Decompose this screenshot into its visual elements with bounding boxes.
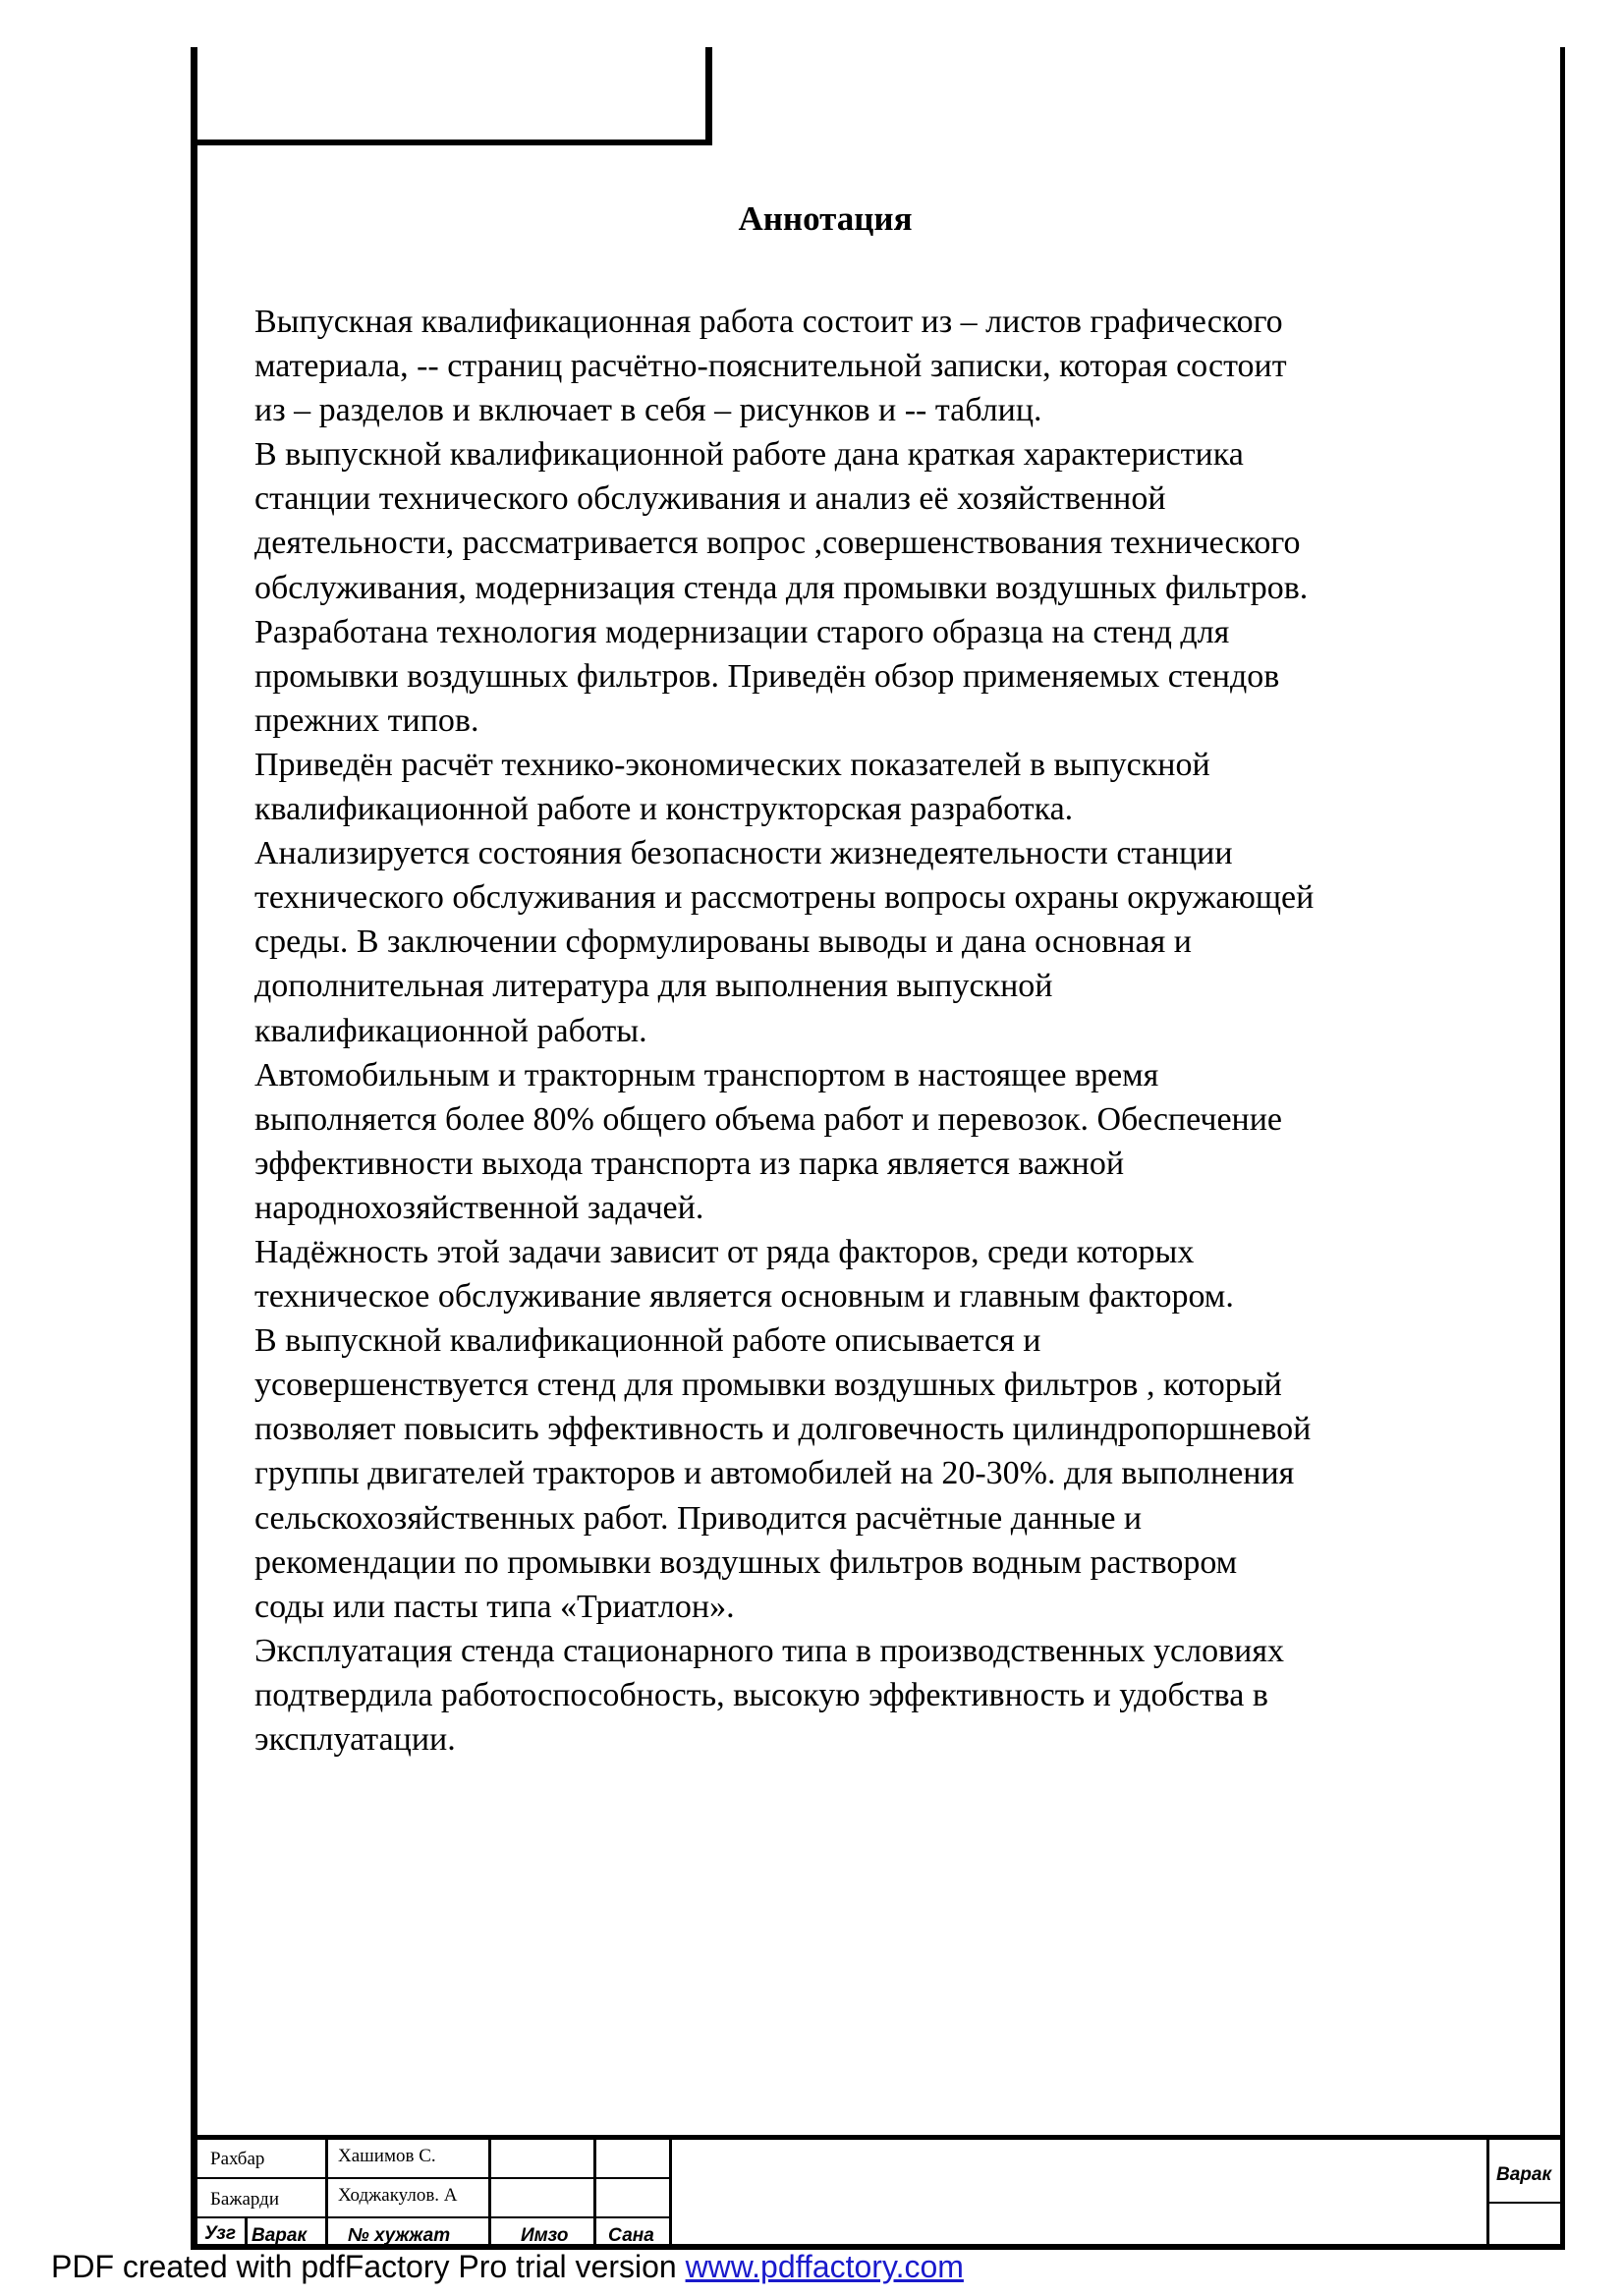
stamp-header-date: Сана [608,2225,654,2246]
stamp-role-author: Бажарди [210,2189,279,2210]
paragraph-4: Анализируется состояния безопасности жизнедеятельности станции технического обслуживания и рассмотрены вопросы охраны окружающей среды. В заключении сформулированы выводы и дана основная и дополнительная литература для выполнения выпускной квалификационной работы. [254,835,1315,1049]
stamp-sheet-label: Варак [1496,2164,1552,2185]
stamp-divider [593,2140,596,2250]
pdf-note-text: PDF created with pdfFactory Pro trial version [51,2249,686,2284]
paragraph-1: Выпускная квалификационная работа состоит из – листов графического материала, -- страниц расчётно-пояснительной записки, которая состоит из – разделов и включает в себя – рисунков и -- таблиц. [254,304,1287,429]
paragraph-3: Приведён расчёт технико-экономических показателей в выпускной квалификационной работе и конструкторская разработка. [254,746,1210,828]
stamp-row-line [191,2177,669,2179]
stamp-divider [191,2140,194,2250]
stamp-name-supervisor: Хашимов С. [338,2146,436,2166]
stamp-divider [325,2140,328,2250]
stamp-divider [488,2140,491,2250]
pdf-watermark-note [51,2249,964,2285]
stamp-header-sheet: Варак [252,2225,308,2246]
stamp-divider [1486,2140,1489,2250]
stamp-role-supervisor: Рахбар [210,2149,265,2169]
stamp-header-change: Узг [204,2223,236,2244]
stamp-row-line [1486,2202,1565,2204]
stamp-name-author: Ходжакулов. А [338,2185,458,2206]
frame-right-border [1560,47,1565,2250]
annotation-body [254,300,1522,1762]
corner-box-vertical [705,47,712,145]
paragraph-8: Эксплуатация стенда стационарного типа в производственных условиях подтвердила работоспособность, высокую эффективность и удобства в эксплуатации. [254,1632,1285,1758]
stamp-row-line [191,2216,669,2218]
title-block-stamp [191,2135,1565,2250]
stamp-header-doc-number: № хужжат [348,2225,451,2246]
stamp-divider [245,2218,248,2250]
pdffactory-link[interactable]: www.pdffactory.com [685,2249,964,2284]
stamp-header-signature: Имзо [521,2225,569,2246]
page-title: Аннотация [738,199,913,238]
paragraph-7: В выпускной квалификационной работе описывается и усовершенствуется стенд для промывки воздушных фильтров , который позволяет повысить эффективность и долговечность цилиндропоршневой группы двигателей тракторов и автомобилей на 20-30%. для выполнения сельскохозяйственных работ. Приводится расчётные данные и рекомендации по промывки воздушных фильтров водным раствором соды или пасты типа «Триатлон». [254,1322,1312,1625]
paragraph-6: Надёжность этой задачи зависит от ряда факторов, среди которых техническое обслуживание является основным и главным фактором. [254,1233,1234,1316]
paragraph-5: Автомобильным и тракторным транспортом в настоящее время выполняется более 80% общего объема работ и перевозок. Обеспечение эффективности выхода транспорта из парка является важной народнохозяйственной задачей. [254,1056,1283,1226]
stamp-divider [669,2140,672,2250]
paragraph-2: В выпускной квалификационной работе дана краткая характеристика станции технического обслуживания и анализ её хозяйственной деятельности, рассматривается вопрос ,совершенствования технического обслуживания, модернизация стенда для промывки воздушных фильтров. Разработана технология модернизации старого образца на стенд для промывки воздушных фильтров. Приведён обзор применяемых стендов прежних типов. [254,436,1309,739]
corner-box-horizontal [191,140,712,145]
frame-left-border [191,47,197,2250]
